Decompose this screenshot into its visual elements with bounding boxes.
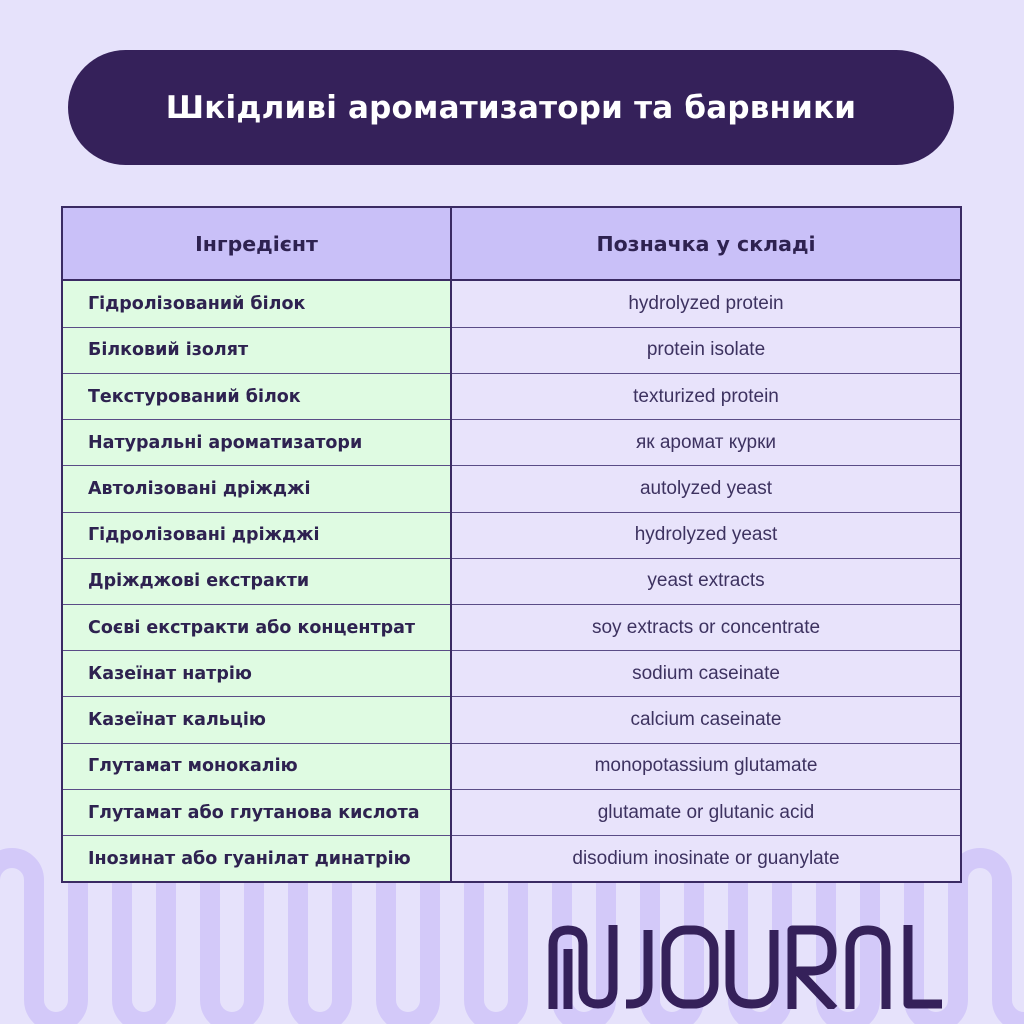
ingredient-cell: Глутамат монокалію: [63, 743, 451, 789]
table-header-row: [63, 208, 960, 280]
ingredient-cell: Інозинат або гуанілат динатрію: [63, 836, 451, 881]
ingredient-cell: Натуральні ароматизатори: [63, 420, 451, 466]
ingredients-table: [61, 206, 962, 883]
label-cell: texturized protein: [451, 373, 960, 419]
table-row: [63, 789, 960, 835]
ingredient-cell: Автолізовані дріжджі: [63, 466, 451, 512]
ingredient-cell: Текстурований білок: [63, 373, 451, 419]
header-ingredient: Інгредієнт: [63, 208, 451, 280]
table-row: [63, 743, 960, 789]
ingredient-cell: Глутамат або глутанова кислота: [63, 789, 451, 835]
ingredient-cell: Казеїнат кальцію: [63, 697, 451, 743]
table-row: [63, 605, 960, 651]
table-row: [63, 836, 960, 881]
table-row: [63, 466, 960, 512]
table-row: [63, 373, 960, 419]
table-row: [63, 512, 960, 558]
title-banner: [68, 50, 954, 165]
label-cell: sodium caseinate: [451, 651, 960, 697]
ingredient-cell: Дріжджові екстракти: [63, 558, 451, 604]
njournal-logo: [548, 925, 944, 1009]
table-row: [63, 697, 960, 743]
label-cell: disodium inosinate or guanylate: [451, 836, 960, 881]
ingredient-cell: Соєві екстракти або концентрат: [63, 605, 451, 651]
label-cell: hydrolyzed protein: [451, 280, 960, 327]
ingredient-cell: Білковий ізолят: [63, 327, 451, 373]
label-cell: glutamate or glutanic acid: [451, 789, 960, 835]
label-cell: calcium caseinate: [451, 697, 960, 743]
label-cell: yeast extracts: [451, 558, 960, 604]
label-cell: hydrolyzed yeast: [451, 512, 960, 558]
label-cell: soy extracts or concentrate: [451, 605, 960, 651]
table-row: [63, 327, 960, 373]
header-label: Позначка у складі: [451, 208, 960, 280]
ingredient-cell: Казеїнат натрію: [63, 651, 451, 697]
ingredient-cell: Гідролізовані дріжджі: [63, 512, 451, 558]
label-cell: monopotassium glutamate: [451, 743, 960, 789]
label-cell: autolyzed yeast: [451, 466, 960, 512]
page-title: Шкідливі ароматизатори та барвники: [165, 89, 857, 126]
table-row: [63, 280, 960, 327]
table-row: [63, 420, 960, 466]
label-cell: як аромат курки: [451, 420, 960, 466]
label-cell: protein isolate: [451, 327, 960, 373]
ingredient-cell: Гідролізований білок: [63, 280, 451, 327]
table-row: [63, 651, 960, 697]
table-row: [63, 558, 960, 604]
